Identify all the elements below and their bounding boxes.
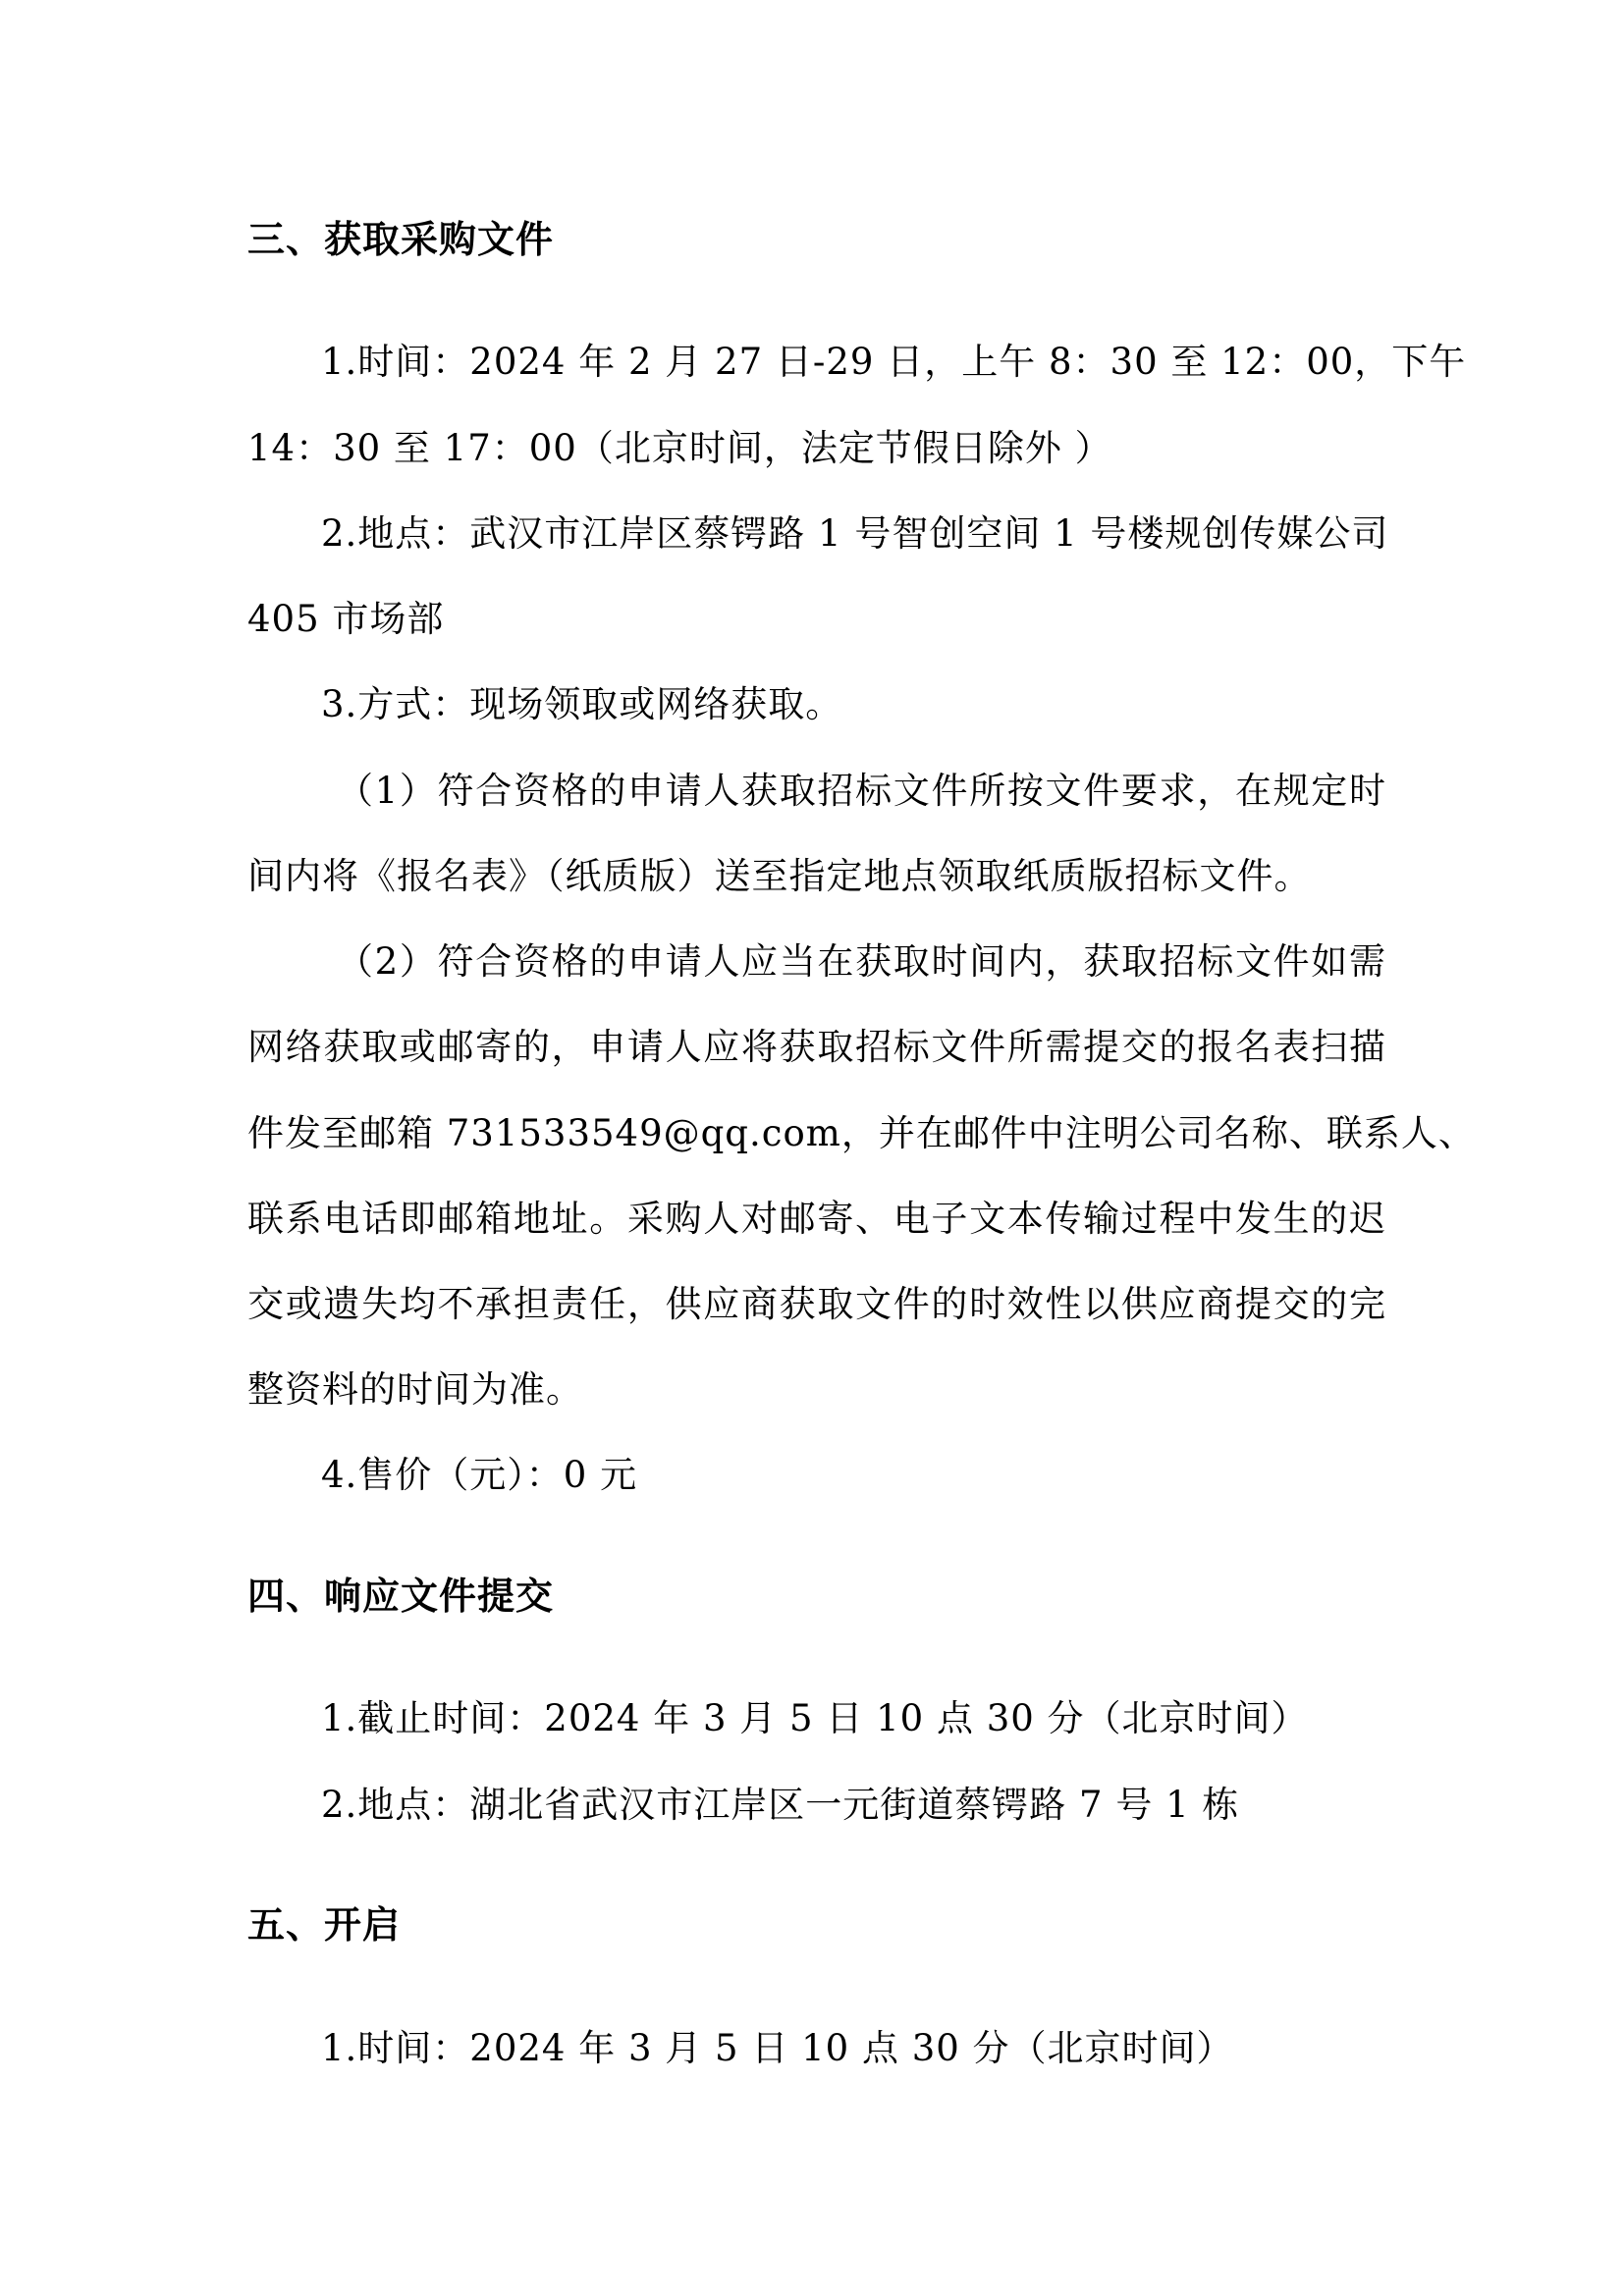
section-3-item-1-line-2: 14：30 至 17：00（北京时间，法定节假日除外 ）: [247, 427, 1112, 469]
section-3-sub-2-line-5: 交或遗失均不承担责任，供应商获取文件的时效性以供应商提交的完: [247, 1283, 1386, 1325]
section-3-sub-2-line-1: （2）符合资格的申请人应当在获取时间内，获取招标文件如需: [337, 940, 1386, 983]
section-3-sub-1-line-1: （1）符合资格的申请人获取招标文件所按文件要求，在规定时: [337, 770, 1386, 812]
section-4-item-2: 2.地点：湖北省武汉市江岸区一元街道蔡锷路 7 号 1 栋: [321, 1784, 1240, 1826]
section-3-item-4: 4.售价（元）：0 元: [321, 1454, 638, 1496]
section-3-sub-2-line-2: 网络获取或邮寄的，申请人应将获取招标文件所需提交的报名表扫描: [247, 1026, 1386, 1068]
section-3-item-3: 3.方式：现场领取或网络获取。: [321, 683, 843, 725]
section-3-item-2-line-1: 2.地点：武汉市江岸区蔡锷路 1 号智创空间 1 号楼规创传媒公司: [321, 512, 1389, 555]
section-3-heading: 三、获取采购文件: [247, 218, 555, 261]
section-5-item-1: 1.时间：2024 年 3 月 5 日 10 点 30 分（北京时间）: [321, 2027, 1234, 2069]
section-3-sub-2-line-4: 联系电话即邮箱地址。采购人对邮寄、电子文本传输过程中发生的迟: [247, 1198, 1386, 1240]
section-3-item-1-line-1: 1.时间：2024 年 2 月 27 日-29 日，上午 8：30 至 12：00，下午: [321, 341, 1467, 383]
section-3-sub-2-line-3: 件发至邮箱 731533549@qq.com，并在邮件中注明公司名称、联系人、: [247, 1112, 1476, 1154]
section-3-item-2-line-2: 405 市场部: [247, 598, 445, 640]
section-3-sub-1-line-2: 间内将《报名表》（纸质版）送至指定地点领取纸质版招标文件。: [247, 855, 1312, 897]
section-5-heading: 五、开启: [247, 1903, 402, 1947]
section-4-item-1: 1.截止时间：2024 年 3 月 5 日 10 点 30 分（北京时间）: [321, 1697, 1309, 1739]
section-3-sub-2-line-6: 整资料的时间为准。: [247, 1368, 583, 1411]
section-4-heading: 四、响应文件提交: [247, 1575, 555, 1618]
